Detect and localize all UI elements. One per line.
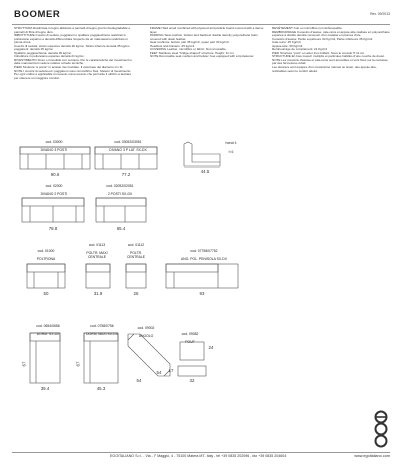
element-name: POUF [185,340,195,344]
dimension-width: 77.2 [121,172,131,177]
pouf-width: 32 [189,378,195,383]
company-address: EGOITALIANO S.r.l. - Via - I° Maggio, 4 - 75100 Matera MT- Italy - tel +39 0835 202096 - fax +39 0835 204604 [110,454,287,458]
element-2-seater [22,180,86,200]
dimension-width: 39.4 [40,386,50,391]
maxi-central-armchair-drawing [86,264,110,288]
dimension-width: 26 [133,291,139,296]
element-name: DORM. MAXI SX-DX [86,332,118,336]
ego-logo-icon [368,410,394,448]
website-link[interactable]: www.egoitaliano.com [354,454,390,458]
dimension-width: 45.3 [96,386,106,391]
element-name: POLTR. MAXI CENTRALE [86,251,108,259]
element-name: POLTRONA [36,257,56,261]
header-divider [12,24,390,25]
feet-height: h 6 [228,150,234,154]
description-italian: STRUTTURA Realizzata in legno abbinato a pannelli di legno grezzo biodegradabile e pannelli di fibra di legno duro. IMBOTTITURE Cuscini di seduta, poggiareni e spalliere poggiaschiena realizzati in poliuretano espanso a densità differenziata ricoperto da un materassino realizzato in piuma d'oca. Cuscini di seduta: strato superiore densità 30 kg/mc. Strato inferiore densità 35 kg/mc. poggiareni: densità 25 kg/mc Spalliere poggiaschiena: densità 30 kg/mc. Imbottiture in poliuretano espanso densità 21 kg/mc. RIVESTIMENTO Fisso o rimovibile con cerniera. Per le caratteristiche dei rivestimenti e delle manutenzioni vedere relative schede tecniche. PIEDI Struttura "a ponte" in acciaio inox lucidato. Il vela base del diametro cm 11. NOTE I cuscini di seduta ed i poggiareni sono removibili e fissi. Sistemi di rivestimento. Per ogni ordine è applicabile un tessuto come tessuto che permette il utilizzo a lasciare per ottenere un maggiore comfort. [14,26,132,80]
element-code: cod. 0654/0656 [36,324,60,328]
pouf-height: 17 [168,368,174,373]
element-code: cod. 01112 [127,243,145,247]
element-code: cod. 02052/02051 [106,184,134,188]
dimension-width: 50 [43,291,49,296]
dimension-width: 65.4 [116,226,126,231]
dimension-width: 93 [199,291,205,296]
element-code: cod. 09082 [181,332,199,336]
element-code: cod. 02000 [45,184,63,188]
element-name: ANGOLO [138,334,154,338]
element-code: cod. 01113 [88,243,106,247]
element-code: cod. 01000 [37,249,55,253]
element-name: POLTR. CENTRALE [126,251,146,259]
pouf-drawing [180,342,204,360]
element-maxi-central-armchair [76,239,118,263]
central-armchair-drawing [126,264,146,288]
sofa-2-seater-drawing [22,198,84,222]
corner-peninsula-drawing [166,264,238,288]
corner-depth: 54 [136,378,142,383]
element-name: ANG. POL. PENISOLA SX-DX [181,257,227,261]
element-code: cod. 03052/03051 [114,140,142,144]
dimension-width: 78.8 [48,226,58,231]
dorm-maxi-chaise-drawing [84,333,118,383]
element-name: DIVANO 2 POSTI [40,192,68,196]
revision-label: Rev. 09/2013 [370,12,390,16]
sofa-3-seater-side-drawing [95,147,157,169]
element-name: 2 POSTI SX-DX [107,192,133,196]
element-code: cod. 09002 [137,326,155,330]
footer-divider [12,452,390,453]
element-name: DIVANO 3 POSTI [40,148,68,152]
element-armchair [22,245,70,265]
element-name: DIVANO 3 P LAT. SX-DX [109,148,147,152]
sofa-3-seater-drawing [20,147,90,169]
description-english: FRAME Hard wood combined with plywood and particle board covered with a dense layer. PADDING Seat cushion, bolster and backrest double density polyurethane foam covered with down feather. Seat cushions: bottom part 35 kg/m3, upper part 30 kg/m3. Headrest and bolsters: 25 kg/m3. COVERING Leather, microfibre or fabric: Not removable. FEET Stainless steel "bridge-shaped" structure. Height: 11 cm. NOTE Removable seat cushion and bolster; feet equipped with a lip-fastener. [150,26,264,59]
element-2-seater-side [88,180,152,200]
seat-height: hseat 4 [225,141,237,145]
dimension-width: 90.6 [50,172,60,177]
dorm-chaise-drawing [30,333,60,383]
pouf-depth: 24 [208,345,214,350]
element-corner-peninsula [168,245,240,265]
dimension-depth: 67 [75,361,81,367]
side-depth: 44.5 [200,169,210,174]
element-code: cod. 07758/07752 [190,249,218,253]
element-central-armchair [118,239,154,263]
corner-side: 54 [156,370,162,375]
element-code: cod. 03000 [45,140,63,144]
element-name: DORM. SX-DX [36,332,60,336]
pouf-side-drawing [178,366,206,376]
dimension-width: 31.9 [93,291,103,296]
sofa-2-seater-side-drawing [96,198,146,222]
description-french: REVÊTEMENT Cuir ou microfibre non déhoussable. REMBOURRAGE Coussins d'assise, cale-reins et appuie-tête réalisés en polyuréthane expansé à double densité recouvert d'un matelas en plumes d'oie. Coussins d'assise: Partie supérieure 30 Kg/m3, Partie inférieure 35 Kg/m3. Cale-reins: 25 Kg/m3 Appuie-tête: 30 Kg/m3 Rembourrage de complément: 21 Kg/m3 PIED Structure "pont" en acier inox brillant. Sous le coussin H 11 cm. STRUCTURE En bois massif, multiplis et particules habillés d'une couche de duvet. NOTE Les coussins d'assise et cale-reins sont amovibles et sont fixés sur la carcasse par des fermetures éclair. Les dossiers sont équipés d'un mécanisme manuel ou levier, des appuie-tête, réclinables selon le confort désiré. [272,26,390,73]
armchair-drawing [27,264,65,288]
page-title: BOOMER [14,9,61,20]
dimension-depth: 67 [21,361,27,367]
element-code: cod. 0758/0756 [90,324,114,328]
